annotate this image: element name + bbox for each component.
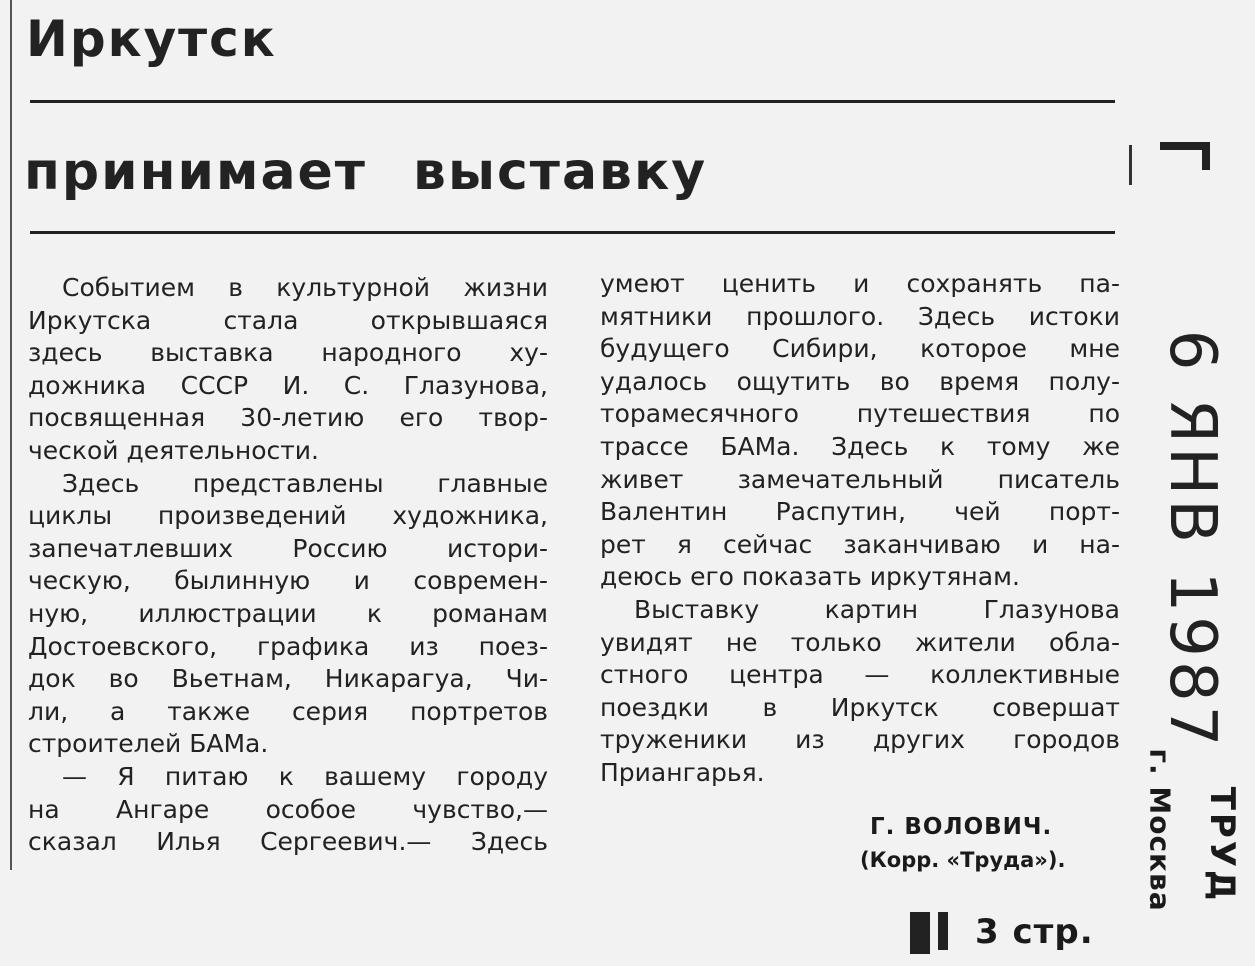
article-line: удалось ощутить во время полу- (600, 366, 1120, 396)
article-line: ли, а также серия портретов (28, 696, 548, 726)
article-line: увидят не только жители обла- (600, 627, 1120, 657)
article-line: Событием в культурной жизни (62, 273, 548, 302)
article-line: стного центра — коллективные (600, 660, 1120, 690)
author-name: Г. ВОЛОВИЧ. (870, 814, 1053, 840)
article-line: ную, иллюстрации к романам (28, 598, 548, 628)
article-line: торамесячного путешествия по (600, 399, 1120, 429)
article-line: будущего Сибири, которое мне (600, 334, 1120, 364)
headline-rule-top (30, 100, 1115, 103)
article-column-2 (600, 268, 1120, 790)
headline-line-2: принимает выставку (24, 142, 708, 202)
article-line: дожника СССР И. С. Глазунова, (28, 370, 548, 400)
article-line: мятники прошлого. Здесь истоки (600, 301, 1120, 331)
page-label: 3 стр. (975, 912, 1094, 952)
article-line: запечатлевших Россию истори- (28, 533, 548, 563)
article-line: живет замечательный писатель (600, 464, 1120, 494)
article-line: док во Вьетнам, Никарагуа, Чи- (28, 664, 548, 694)
article-line: — Я питаю к вашему городу (62, 761, 548, 791)
article-line: ческую, былинную и современ- (28, 566, 548, 596)
article-line: поездки в Иркутск совершат (600, 692, 1120, 722)
article-line: деюсь его показать иркутянам. (600, 562, 1020, 592)
stamp-bar (1129, 145, 1132, 185)
article-line: рет я сейчас заканчиваю и на- (600, 529, 1120, 559)
article-line: посвященная 30-летию его твор- (28, 403, 548, 433)
clipping-edge (10, 0, 12, 870)
source-newspaper: ТРУД (1202, 786, 1242, 904)
author-role: (Корр. «Труда»). (860, 848, 1066, 872)
article-line: Достоевского, графика из поез- (28, 631, 548, 661)
print-mark (938, 912, 948, 950)
article-line: трассе БАМа. Здесь к тому же (600, 431, 1120, 461)
headline-line-1: Иркутск (26, 10, 277, 68)
article-line: Выставку картин Глазунова (634, 594, 1120, 624)
article-line: умеют ценить и сохранять па- (600, 269, 1120, 298)
article-line: ческой деятельности. (28, 435, 319, 465)
article-column-1 (28, 272, 548, 859)
article-line: циклы произведений художника, (28, 501, 548, 531)
article-line: Здесь представлены главные (62, 468, 548, 498)
headline-rule-bottom (30, 231, 1115, 234)
article-line: Валентин Распутин, чей порт- (600, 497, 1120, 527)
print-mark (910, 912, 930, 954)
article-line: труженики из других городов (600, 725, 1120, 755)
article-line: строителей БАМа. (28, 729, 269, 759)
stamp-corner-mark (1160, 142, 1210, 170)
article-line: Приангарья. (600, 757, 765, 787)
date-stamp: 6 ЯНВ 1987 (1155, 329, 1229, 751)
article-line: здесь выставка народного ху- (28, 338, 548, 368)
article-line: на Ангаре особое чувство,— (28, 794, 548, 824)
article-line: Иркутска стала открывшаяся (28, 305, 548, 335)
article-line: сказал Илья Сергеевич.— Здесь (28, 827, 548, 857)
source-city: г. Москва (1143, 748, 1177, 912)
